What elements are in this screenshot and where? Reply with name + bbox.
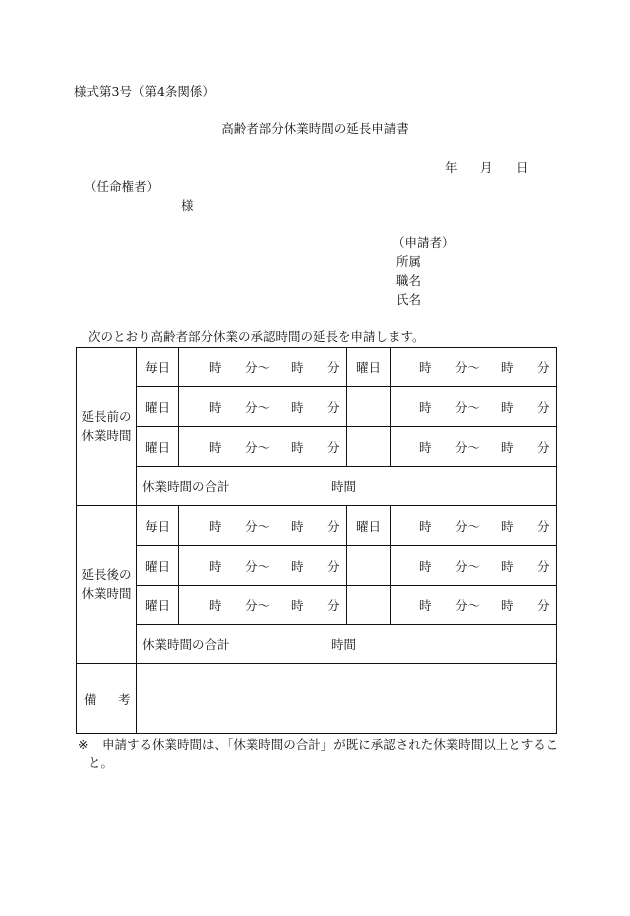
hour-unit: 時 xyxy=(501,558,514,574)
minute-unit: 分 xyxy=(327,360,340,375)
minute-from-unit: 分〜 xyxy=(455,598,481,613)
time-range-cell[interactable] xyxy=(391,427,557,467)
remarks-row xyxy=(77,664,557,734)
hour-unit: 時 xyxy=(501,598,514,613)
minute-unit: 分 xyxy=(327,598,340,613)
document-title: 高齢者部分休業時間の延長申請書 xyxy=(221,121,409,136)
day-cell[interactable]: 曜日 xyxy=(137,586,179,625)
remarks-char-1: 備 xyxy=(84,691,97,707)
hour-unit: 時 xyxy=(291,360,304,375)
before-total-cell[interactable] xyxy=(137,467,557,506)
applicant-label: （申請者） xyxy=(392,235,455,250)
time-range-cell[interactable] xyxy=(179,387,347,427)
minute-unit: 分 xyxy=(327,439,340,455)
total-label: 休業時間の合計 xyxy=(142,479,230,494)
leave-time-table xyxy=(76,347,557,734)
before-label-line2: 休業時間 xyxy=(81,427,132,443)
minute-from-unit: 分〜 xyxy=(455,518,481,534)
minute-unit: 分 xyxy=(537,360,550,375)
hour-unit: 時 xyxy=(209,598,222,613)
hour-unit: 時 xyxy=(209,558,222,574)
day-cell[interactable]: 曜日 xyxy=(347,506,391,546)
applicant-position: 職名 xyxy=(396,273,422,288)
hour-unit: 時 xyxy=(501,399,514,415)
remarks-field[interactable] xyxy=(137,664,557,734)
minute-unit: 分 xyxy=(537,399,550,415)
day-cell[interactable]: 毎日 xyxy=(137,506,179,546)
intro-text: 次のとおり高齢者部分休業の承認時間の延長を申請します。 xyxy=(88,329,425,344)
minute-unit: 分 xyxy=(327,399,340,415)
day-cell[interactable]: 毎日 xyxy=(137,348,179,387)
hour-unit: 時 xyxy=(419,439,432,455)
day-cell[interactable] xyxy=(347,427,391,467)
form-number: 様式第3号（第4条関係） xyxy=(74,84,215,99)
after-section-label xyxy=(77,506,137,664)
remarks-char-2: 考 xyxy=(118,691,131,707)
day-cell[interactable]: 曜日 xyxy=(137,387,179,427)
hour-unit: 時 xyxy=(209,360,222,375)
minute-from-unit: 分〜 xyxy=(245,558,271,574)
before-row-1 xyxy=(77,348,557,387)
applicant-name: 氏名 xyxy=(396,292,422,307)
minute-unit: 分 xyxy=(537,518,550,534)
hour-unit: 時 xyxy=(291,518,304,534)
honorific: 様 xyxy=(181,198,194,213)
minute-from-unit: 分〜 xyxy=(455,439,481,455)
minute-from-unit: 分〜 xyxy=(455,558,481,574)
time-range-cell[interactable] xyxy=(391,348,557,387)
hour-unit: 時 xyxy=(419,518,432,534)
minute-unit: 分 xyxy=(537,598,550,613)
date-month: 月 xyxy=(480,160,493,175)
minute-unit: 分 xyxy=(327,518,340,534)
minute-unit: 分 xyxy=(327,558,340,574)
hour-unit: 時 xyxy=(419,598,432,613)
hour-unit: 時 xyxy=(291,598,304,613)
time-range-cell[interactable] xyxy=(179,348,347,387)
total-unit: 時間 xyxy=(331,637,357,652)
minute-unit: 分 xyxy=(537,439,550,455)
time-range-cell[interactable] xyxy=(179,427,347,467)
after-row-1 xyxy=(77,506,557,546)
note-line-1: 申請する休業時間は、「休業時間の合計」が既に承認された休業時間以上とするこ xyxy=(102,737,559,752)
after-total-row xyxy=(77,625,557,664)
after-row-3 xyxy=(77,586,557,625)
hour-unit: 時 xyxy=(291,439,304,455)
hour-unit: 時 xyxy=(501,360,514,375)
minute-from-unit: 分〜 xyxy=(245,399,271,415)
date-day: 日 xyxy=(516,160,529,175)
hour-unit: 時 xyxy=(209,439,222,455)
time-range-cell[interactable] xyxy=(391,506,557,546)
before-row-3 xyxy=(77,427,557,467)
hour-unit: 時 xyxy=(209,518,222,534)
hour-unit: 時 xyxy=(501,518,514,534)
minute-from-unit: 分〜 xyxy=(245,360,271,375)
total-label: 休業時間の合計 xyxy=(142,637,230,652)
before-section-label xyxy=(77,348,137,506)
time-range-cell[interactable] xyxy=(391,586,557,625)
note-mark: ※ xyxy=(78,737,89,752)
day-cell[interactable] xyxy=(347,586,391,625)
before-total-row xyxy=(77,467,557,506)
minute-from-unit: 分〜 xyxy=(455,360,481,375)
time-range-cell[interactable] xyxy=(391,387,557,427)
time-range-cell[interactable] xyxy=(179,586,347,625)
date-year: 年 xyxy=(445,160,458,175)
minute-unit: 分 xyxy=(537,558,550,574)
minute-from-unit: 分〜 xyxy=(245,439,271,455)
before-row-2 xyxy=(77,387,557,427)
day-cell[interactable] xyxy=(347,387,391,427)
minute-from-unit: 分〜 xyxy=(245,598,271,613)
minute-from-unit: 分〜 xyxy=(455,399,481,415)
after-label-line2: 休業時間 xyxy=(81,585,132,601)
time-range-cell[interactable] xyxy=(179,546,347,586)
applicant-affiliation: 所属 xyxy=(396,254,422,269)
remarks-label xyxy=(77,664,137,734)
time-range-cell[interactable] xyxy=(391,546,557,586)
after-total-cell[interactable] xyxy=(137,625,557,664)
minute-from-unit: 分〜 xyxy=(245,518,271,534)
hour-unit: 時 xyxy=(501,439,514,455)
hour-unit: 時 xyxy=(291,399,304,415)
hour-unit: 時 xyxy=(291,558,304,574)
day-cell[interactable]: 曜日 xyxy=(137,427,179,467)
time-range-cell[interactable] xyxy=(179,506,347,546)
after-row-2 xyxy=(77,546,557,586)
before-label-line1: 延長前の xyxy=(81,409,132,425)
day-cell[interactable]: 曜日 xyxy=(347,348,391,387)
day-cell[interactable]: 曜日 xyxy=(137,546,179,586)
hour-unit: 時 xyxy=(419,399,432,415)
after-label-line1: 延長後の xyxy=(81,567,132,583)
note-line-2: と。 xyxy=(88,755,114,770)
hour-unit: 時 xyxy=(419,558,432,574)
day-cell[interactable] xyxy=(347,546,391,586)
appointer-label: （任命権者） xyxy=(84,179,160,194)
total-unit: 時間 xyxy=(331,479,357,494)
hour-unit: 時 xyxy=(419,360,432,375)
hour-unit: 時 xyxy=(209,399,222,415)
